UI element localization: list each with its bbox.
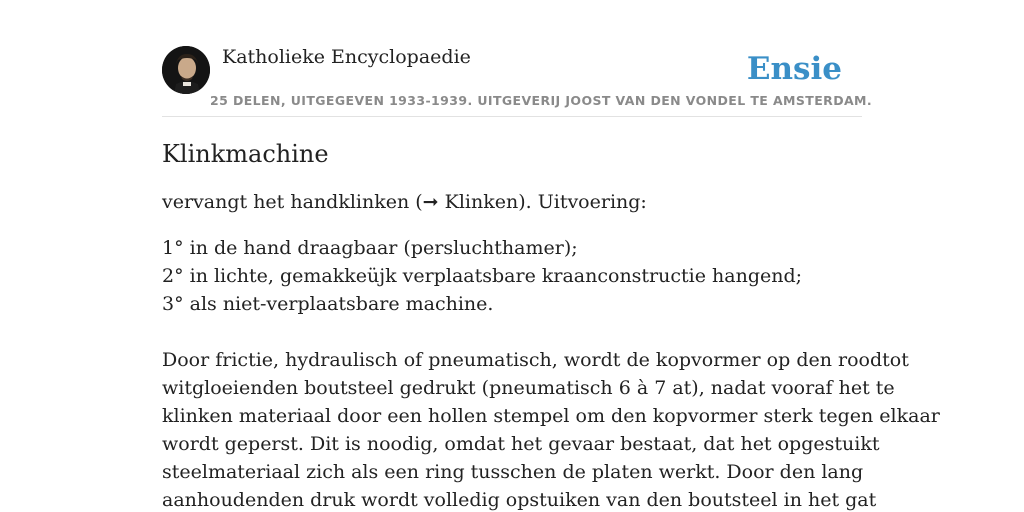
body-line: wordt geperst. Dit is noodig, omdat het gevaar bestaat, dat het opgestuikt bbox=[162, 433, 880, 455]
body-line: witgloeienden boutsteel gedrukt (pneumatisch 6 à 7 at), nadat vooraf het te bbox=[162, 377, 895, 399]
source-header bbox=[162, 46, 873, 117]
body-line: klinken materiaal door een hollen stempel om den kopvormer sterk tegen elkaar bbox=[162, 405, 940, 427]
body-line: aanhoudenden druk wordt volledig opstuiken van den boutsteel in het gat bbox=[162, 489, 877, 511]
body-line: steelmateriaal zich als een ring tusschen de platen werkt. Door den lang bbox=[162, 461, 864, 483]
list-item: 2° in lichte, gemakkeüjk verplaatsbare kraanconstructie hangend; bbox=[162, 265, 803, 287]
list-item: 1° in de hand draagbaar (persluchthamer); bbox=[162, 237, 578, 259]
portrait-icon bbox=[162, 46, 210, 94]
arrow-icon: ➞ bbox=[422, 191, 439, 213]
source-subtitle: 25 DELEN, UITGEGEVEN 1933-1939. UITGEVERIJ JOOST VAN DEN VONDEL TE AMSTERDAM. bbox=[210, 93, 873, 108]
entry-title: Klinkmachine bbox=[162, 140, 329, 168]
cross-reference-link[interactable] bbox=[423, 191, 519, 213]
entry-intro bbox=[162, 188, 862, 216]
variant-list bbox=[162, 234, 862, 318]
entry-body bbox=[162, 346, 940, 512]
intro-text-before: vervangt het handklinken ( bbox=[162, 191, 423, 213]
entry-content bbox=[162, 136, 940, 512]
body-line: Door frictie, hydraulisch of pneumatisch, wordt de kopvormer op den roodtot bbox=[162, 349, 909, 371]
list-item: 3° als niet-verplaatsbare machine. bbox=[162, 293, 494, 315]
source-title[interactable]: Katholieke Encyclopaedie bbox=[222, 46, 471, 68]
cross-reference-label: Klinken bbox=[444, 191, 519, 213]
brand-logo[interactable]: Ensie bbox=[746, 51, 842, 87]
source-avatar[interactable] bbox=[162, 46, 210, 94]
intro-text-after: ). Uitvoering: bbox=[518, 191, 647, 213]
